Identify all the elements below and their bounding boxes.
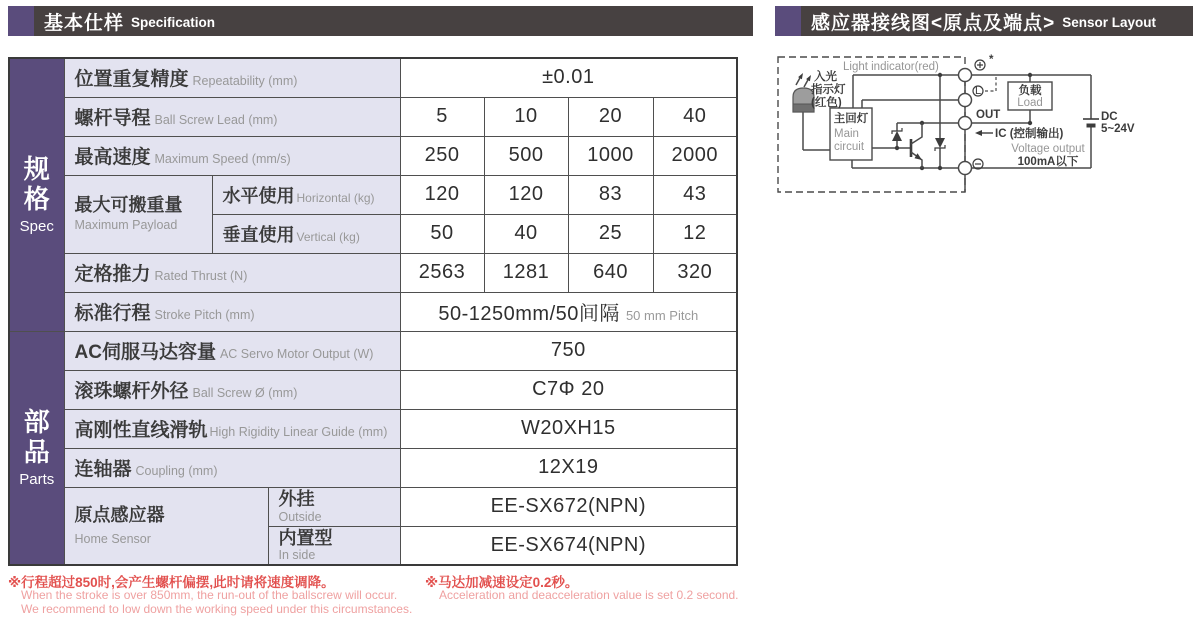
- value-payload-h-2: 120: [484, 175, 568, 214]
- value-speed-1: 250: [400, 136, 484, 175]
- label-zh: 螺杆导程: [74, 108, 151, 129]
- out-label: OUT: [976, 109, 1001, 121]
- label-linear-guide: [64, 409, 400, 448]
- note-accel-en: Acceleration and deacceleration value is set 0.2 second.: [439, 588, 739, 602]
- value-lead-2: 10: [484, 97, 568, 136]
- in-light-label: 入光: [814, 71, 837, 83]
- label-max-speed: [64, 136, 400, 175]
- accent-square: [775, 6, 801, 36]
- label-ball-screw-dia: [64, 370, 400, 409]
- table-row: [9, 175, 737, 214]
- transistor-symbol: [911, 123, 922, 168]
- load-en: Load: [1017, 97, 1043, 109]
- main-circuit-zh: 主回灯: [833, 113, 869, 125]
- label-zh: 最大可搬重量: [74, 195, 183, 216]
- table-row: [9, 292, 737, 331]
- terminal-minus: [959, 162, 972, 175]
- value-lead-3: 20: [568, 97, 653, 136]
- spec-section-header: [8, 6, 753, 36]
- value-linear-guide: W20XH15: [400, 409, 737, 448]
- value-speed-2: 500: [484, 136, 568, 175]
- label-repeatability: [64, 58, 400, 97]
- plus-glyph-icon: [975, 60, 985, 70]
- note-accel-zh: ※马达加减速设定0.2秒。: [425, 575, 579, 590]
- sidebar-parts-zh: 部品: [23, 406, 50, 467]
- terminal-l: [959, 94, 972, 107]
- terminal-plus: [959, 69, 972, 82]
- value-thrust-4: 320: [653, 253, 737, 292]
- current-limit-label: 100mA以下: [1017, 156, 1079, 168]
- label-en: In side: [278, 548, 316, 563]
- stroke-value-main: 50-1250mm/50间隔: [438, 303, 620, 325]
- light-indicator-label: Light indicator(red): [843, 61, 939, 73]
- table-row: [9, 487, 737, 526]
- table-row: [9, 97, 737, 136]
- load-box: [1008, 82, 1052, 110]
- label-en: High Rigidity Linear Guide (mm): [209, 425, 388, 439]
- value-payload-h-1: 120: [400, 175, 484, 214]
- label-en: Outside: [278, 509, 322, 524]
- value-speed-4: 2000: [653, 136, 737, 175]
- label-home-sensor: [64, 487, 268, 565]
- l-select-dashed-wire: [985, 77, 996, 91]
- table-row: [9, 58, 737, 97]
- table-row: [9, 370, 737, 409]
- label-en: Vertical (kg): [296, 229, 360, 244]
- label-zh: 最高速度: [74, 147, 151, 168]
- value-payload-h-4: 43: [653, 175, 737, 214]
- table-row: [9, 253, 737, 292]
- label-max-payload: [64, 175, 212, 253]
- label-stroke-pitch: [64, 292, 400, 331]
- label-coupling: [64, 448, 400, 487]
- label-en: Horizontal (kg): [296, 190, 375, 205]
- sensor-header-en: Sensor Layout: [1062, 14, 1156, 30]
- label-zh: 连轴器: [74, 459, 132, 480]
- sidebar-spec-en: Spec: [19, 217, 54, 235]
- spec-header-bar: [34, 6, 753, 36]
- value-thrust-1: 2563: [400, 253, 484, 292]
- sidebar-spec: [9, 58, 64, 331]
- sensor-wiring-diagram: [770, 45, 1200, 210]
- stroke-value-sub: 50 mm Pitch: [625, 308, 699, 323]
- label-zh: 外挂: [278, 488, 315, 509]
- label-en: Coupling (mm): [135, 464, 218, 478]
- table-row: [9, 409, 737, 448]
- value-lead-1: 5: [400, 97, 484, 136]
- value-thrust-3: 640: [568, 253, 653, 292]
- indicator-label: 指示灯: [811, 84, 846, 96]
- voltage-output-label: Voltage output: [1011, 143, 1085, 155]
- value-thrust-2: 1281: [484, 253, 568, 292]
- label-horizontal: [212, 175, 400, 214]
- label-zh: 滚珠螺杆外径: [74, 381, 189, 402]
- label-en: AC Servo Motor Output (W): [219, 347, 374, 361]
- label-servo-output: [64, 331, 400, 370]
- value-stroke-pitch: [400, 292, 737, 331]
- value-payload-h-3: 83: [568, 175, 653, 214]
- terminal-out: [959, 117, 972, 130]
- label-zh: 定格推力: [74, 264, 151, 285]
- label-en: Maximum Payload: [74, 218, 178, 233]
- label-home-outside: [268, 487, 400, 526]
- label-en: Rated Thrust (N): [154, 269, 248, 283]
- note-stroke-en2: We recommend to low down the working speed under this circumstances.: [21, 602, 413, 616]
- value-ball-screw-dia: C7Φ 20: [400, 370, 737, 409]
- label-en: Ball Screw Lead (mm): [154, 113, 278, 127]
- value-servo-output: 750: [400, 331, 737, 370]
- table-row: [9, 136, 737, 175]
- sensor-header-bar: [801, 6, 1193, 36]
- value-home-outside: EE-SX672(NPN): [400, 487, 737, 526]
- spec-header-en: Specification: [131, 14, 216, 30]
- star-mark: *: [989, 54, 994, 66]
- label-zh: AC伺服马达容量: [74, 342, 216, 363]
- label-rated-thrust: [64, 253, 400, 292]
- value-coupling: 12X19: [400, 448, 737, 487]
- dc-label: DC: [1101, 111, 1118, 123]
- label-zh: 水平使用: [222, 185, 295, 206]
- note-stroke-zh: ※行程超过850时,会产生螺杆偏摆,此时请将速度调降。: [8, 575, 335, 590]
- l-glyph-icon: [973, 85, 983, 97]
- value-payload-v-3: 25: [568, 214, 653, 253]
- value-payload-v-4: 12: [653, 214, 737, 253]
- label-zh: 位置重复精度: [74, 69, 189, 91]
- spec-header-zh: 基本仕样: [44, 12, 125, 34]
- accent-square: [8, 6, 34, 36]
- label-en: Home Sensor: [74, 531, 151, 546]
- value-payload-v-1: 50: [400, 214, 484, 253]
- svg-text:IC (控制输出): IC (控制输出): [995, 128, 1064, 140]
- label-home-inside: [268, 526, 400, 565]
- ic-output-label: [975, 126, 1064, 140]
- table-row: [9, 331, 737, 370]
- value-home-inside: EE-SX674(NPN): [400, 526, 737, 565]
- value-lead-4: 40: [653, 97, 737, 136]
- label-ball-screw-lead: [64, 97, 400, 136]
- label-vertical: [212, 214, 400, 253]
- sidebar-spec-zh: 规格: [23, 153, 50, 214]
- table-row: [9, 448, 737, 487]
- specification-table: [8, 57, 738, 566]
- note-stroke-en1: When the stroke is over 850mm, the run-out of the ballscrew will occur.: [21, 588, 398, 602]
- value-payload-v-2: 40: [484, 214, 568, 253]
- sidebar-parts: [9, 331, 64, 565]
- label-en: Ball Screw Ø (mm): [192, 386, 298, 400]
- main-circuit-en2: circuit: [834, 141, 865, 153]
- red-label: (红色): [811, 97, 842, 109]
- label-en: Maximum Speed (mm/s): [154, 152, 291, 166]
- label-zh: 垂直使用: [222, 224, 295, 245]
- sensor-header-zh: 感应器接线图<原点及端点>: [811, 12, 1056, 34]
- sidebar-parts-en: Parts: [19, 470, 55, 488]
- load-zh: 负载: [1018, 85, 1042, 97]
- label-zh: 标准行程: [74, 303, 151, 324]
- label-en: Stroke Pitch (mm): [154, 308, 255, 322]
- value-repeatability: ±0.01: [400, 58, 737, 97]
- battery-icon: [1083, 119, 1099, 126]
- main-circuit-box: [830, 108, 872, 160]
- label-en: Repeatability (mm): [192, 74, 298, 89]
- label-zh: 高刚性直线滑轨: [74, 420, 208, 441]
- svg-text:L: L: [974, 85, 982, 97]
- value-speed-3: 1000: [568, 136, 653, 175]
- dc-voltage-label: 5~24V: [1101, 123, 1135, 135]
- label-zh: 原点感应器: [74, 505, 165, 526]
- main-circuit-en1: Main: [834, 128, 859, 140]
- light-ray-arrows: [796, 73, 811, 87]
- label-zh: 内置型: [278, 527, 333, 548]
- sensor-section-header: [775, 6, 1193, 36]
